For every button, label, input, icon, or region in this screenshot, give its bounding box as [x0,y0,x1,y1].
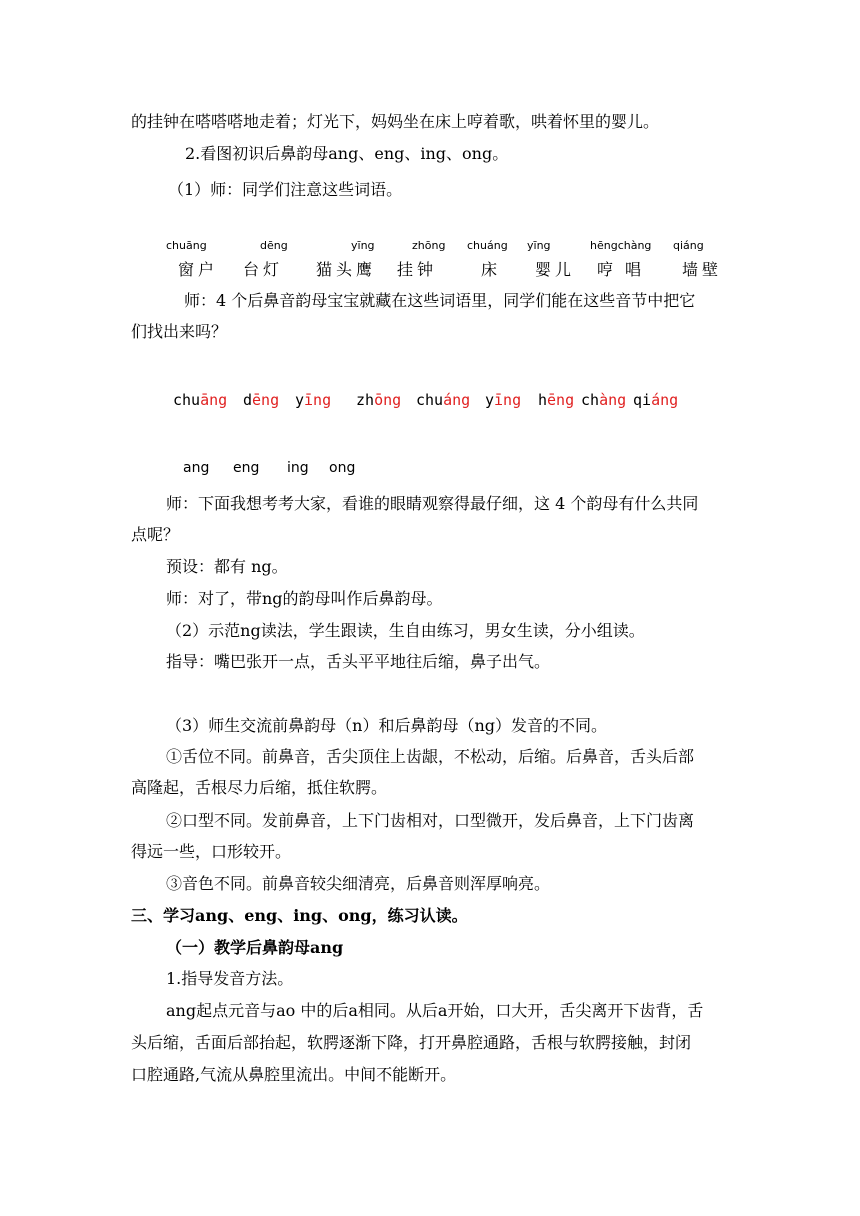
syllable-initial: ch [581,391,600,409]
paragraph: 们找出来吗？ [131,322,228,341]
paragraph: （2）示范ng读法，学生跟读，生自由练习，男女生读，分小组读。 [166,621,645,640]
syllable-initial: qi [633,391,652,409]
paragraph: ang起点元音与ao 中的后a相同。从后a开始，口大开，舌尖离开下齿背，舌 [166,1001,704,1020]
syllable-final: ēng [547,391,575,409]
subsection-heading: （一）教学后鼻韵母ang [166,938,344,957]
syllable-initial: y [485,391,495,409]
syllable-final: āng [200,391,228,409]
syllable [538,390,574,410]
paragraph: ③音色不同。前鼻音较尖细清亮，后鼻音则浑厚响亮。 [166,874,551,893]
syllable-initial: chu [173,391,201,409]
syllable-initial: d [243,391,253,409]
paragraph: 高隆起，舌根尽力后缩，抵住软腭。 [131,778,388,797]
paragraph: 指导：嘴巴张开一点，舌头平平地往后缩，鼻子出气。 [166,652,551,671]
pinyin-label: yīng [351,239,375,252]
paragraph: 头后缩，舌面后部抬起，软腭逐渐下降，打开鼻腔通路，舌根与软腭接触，封闭 [131,1033,692,1052]
syllable [295,390,331,410]
pinyin-label: dēng [260,239,288,252]
paragraph: ①舌位不同。前鼻音，舌尖顶住上齿龈，不松动，后缩。后鼻音，舌头后部 [166,747,695,766]
syllable-initial: chu [416,391,444,409]
paragraph: （1）师：同学们注意这些词语。 [168,180,403,199]
syllable-initial: h [538,391,548,409]
paragraph: 口腔通路,气流从鼻腔里流出。中间不能断开。 [131,1065,457,1084]
word: 哼唱 [597,260,654,279]
paragraph: 的挂钟在嗒嗒嗒地走着；灯光下，妈妈坐在床上哼着歌，哄着怀里的婴儿。 [131,112,660,131]
final-label: ong [329,460,356,476]
pinyin-label: qiáng [673,239,704,252]
word: 婴儿 [535,260,576,279]
syllable-final: īng [494,391,522,409]
syllable-final: ōng [374,391,402,409]
syllable-final: áng [443,391,471,409]
paragraph: 2.看图初识后鼻韵母ang、eng、ing、ong。 [185,144,509,163]
syllable-initial: zh [356,391,375,409]
pinyin-label: chuáng [467,239,508,252]
paragraph: 预设：都有 ng。 [166,557,288,576]
syllable [356,390,401,410]
syllable-initial: y [295,391,305,409]
word: 窗户 [178,260,219,279]
syllable [485,390,521,410]
paragraph: 师：下面我想考考大家，看谁的眼睛观察得最仔细，这 4 个韵母有什么共同 [166,494,699,513]
syllable-final: áng [651,391,679,409]
paragraph: 点呢？ [131,525,180,544]
syllable [416,390,470,410]
pinyin-label: zhōng [412,239,446,252]
paragraph: 师：对了，带ng的韵母叫作后鼻韵母。 [166,589,443,608]
pinyin-label: chuāng [166,239,207,252]
paragraph: 1.指导发音方法。 [166,969,294,988]
syllable-final: īng [304,391,332,409]
paragraph: ②口型不同。发前鼻音，上下门齿相对，口型微开，发后鼻音，上下门齿离 [166,811,695,830]
word: 床 [481,260,502,279]
paragraph: （3）师生交流前鼻韵母（n）和后鼻韵母（ng）发音的不同。 [166,716,608,735]
word: 挂钟 [397,260,438,279]
word: 墙壁 [682,260,723,279]
word: 猫头鹰 [316,260,377,279]
syllable [581,390,626,410]
syllable [633,390,678,410]
syllable [243,390,279,410]
paragraph: 师：4 个后鼻音韵母宝宝就藏在这些词语里，同学们能在这些音节中把它 [184,291,696,310]
syllable [173,390,227,410]
syllable-final: àng [599,391,627,409]
word: 台灯 [243,260,284,279]
syllable-final: ēng [252,391,280,409]
final-label: eng [233,460,260,476]
final-label: ang [183,460,210,476]
pinyin-label: hēngchàng [590,239,652,252]
section-heading: 三、学习ang、eng、ing、ong，练习认读。 [131,906,468,925]
final-label: ing [287,460,309,476]
paragraph: 得远一些，口形较开。 [131,842,292,861]
pinyin-label: yīng [527,239,551,252]
